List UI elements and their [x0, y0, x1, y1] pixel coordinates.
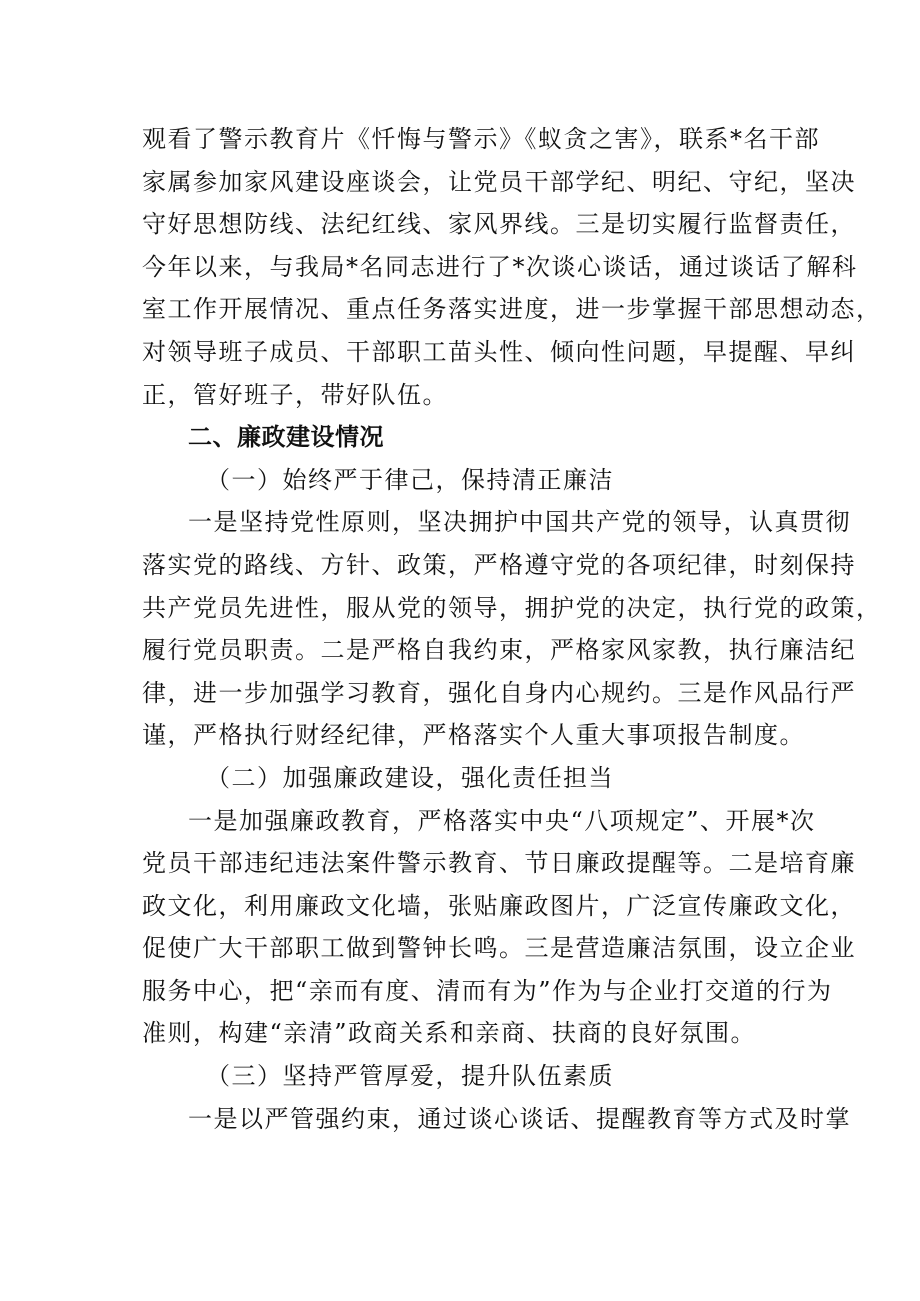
body-line: 室工作开展情况、重点任务落实进度，进一步掌握干部思想动态， [142, 295, 882, 324]
body-line: 履行党员职责。二是严格自我约束，严格家风家教，执行廉洁纪 [142, 636, 856, 665]
body-line: 正，管好班子，带好队伍。 [142, 380, 448, 409]
body-line: 家属参加家风建设座谈会，让党员干部学纪、明纪、守纪，坚决 [142, 167, 856, 196]
paragraph-first-line: 一是坚持党性原则，坚决拥护中国共产党的领导，认真贯彻 [188, 508, 851, 537]
paragraph-first-line: 一是以严管强约束，通过谈心谈话、提醒教育等方式及时掌 [188, 1104, 851, 1133]
body-line: 观看了警示教育片《忏悔与警示》《蚁贪之害》，联系*名干部 [142, 125, 820, 153]
body-line: 政文化，利用廉政文化墙，张贴廉政图片，广泛宣传廉政文化， [142, 891, 856, 920]
body-line: 今年以来，与我局*名同志进行了*次谈心谈话，通过谈话了解科 [142, 252, 858, 281]
body-line: 服务中心，把“亲而有度、清而有为”作为与企业打交道的行为 [142, 976, 833, 1005]
subsection-heading: （二）加强廉政建设，强化责任担当 [206, 763, 614, 792]
section-heading: 二、廉政建设情况 [188, 423, 384, 452]
document-body [142, 118, 882, 1140]
body-line: 律，进一步加强学习教育，强化自身内心规约。三是作风品行严 [142, 678, 856, 707]
body-line: 准则，构建“亲清”政商关系和亲商、扶商的良好氛围。 [142, 1019, 757, 1048]
body-line: 落实党的路线、方针、政策，严格遵守党的各项纪律，时刻保持 [142, 550, 856, 579]
body-line: 守好思想防线、法纪红线、家风界线。三是切实履行监督责任， [142, 210, 856, 239]
body-line: 对领导班子成员、干部职工苗头性、倾向性问题，早提醒、早纠 [142, 337, 856, 366]
body-line: 谨，严格执行财经纪律，严格落实个人重大事项报告制度。 [142, 721, 805, 750]
subsection-heading: （一）始终严于律己，保持清正廉洁 [206, 465, 614, 494]
body-line: 党员干部违纪违法案件警示教育、节日廉政提醒等。二是培育廉 [142, 849, 856, 878]
subsection-heading: （三）坚持严管厚爱，提升队伍素质 [206, 1062, 614, 1091]
paragraph-first-line: 一是加强廉政教育，严格落实中央“八项规定”、开展*次 [188, 806, 816, 835]
body-line: 共产党员先进性，服从党的领导，拥护党的决定，执行党的政策， [142, 593, 882, 622]
body-line: 促使广大干部职工做到警钟长鸣。三是营造廉洁氛围，设立企业 [142, 934, 856, 963]
